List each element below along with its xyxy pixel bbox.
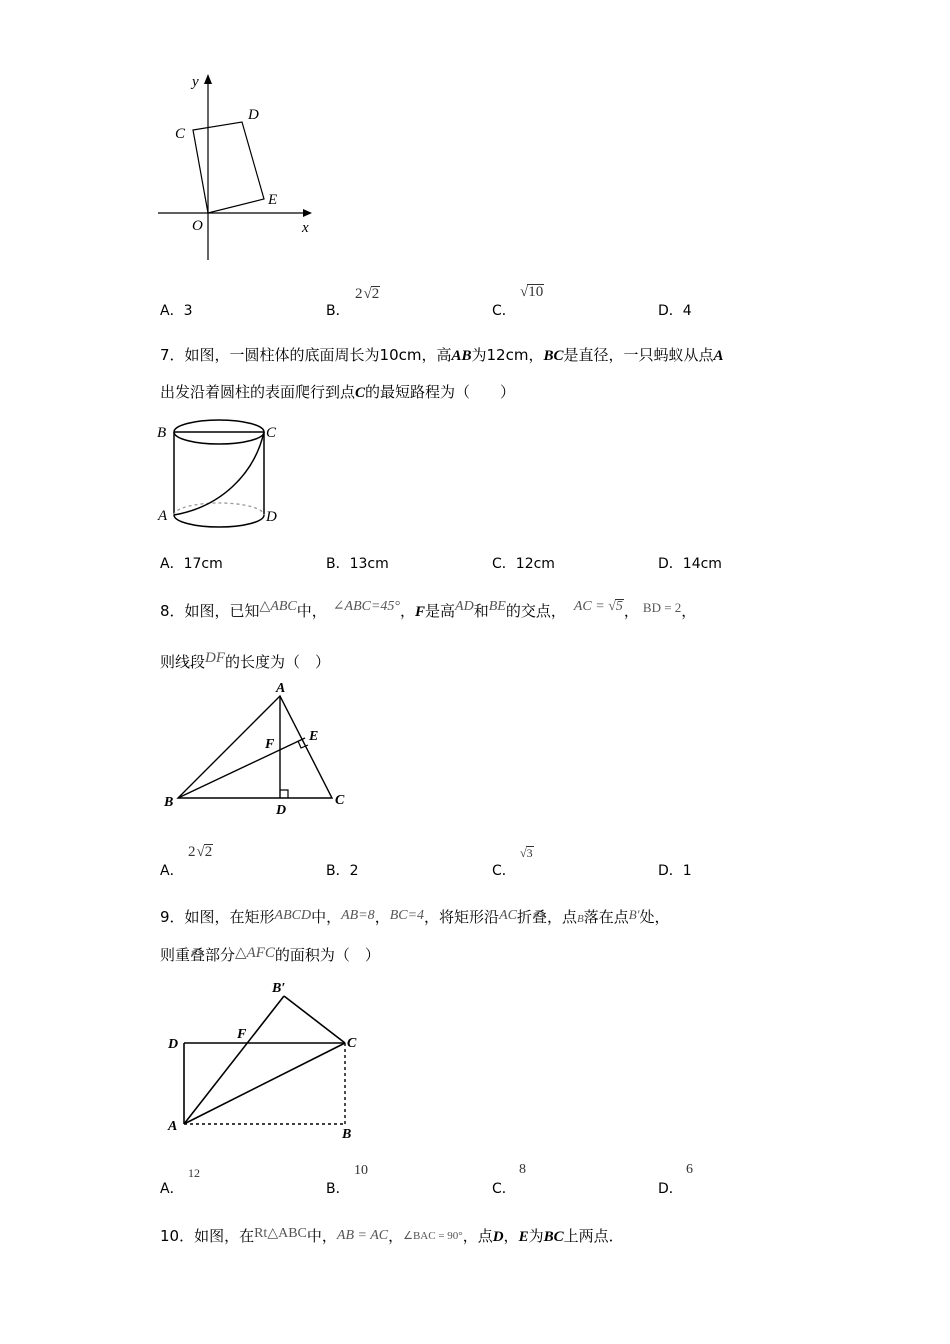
q7-option-b[interactable] bbox=[326, 553, 389, 573]
q10-triangle: Rt△ABC bbox=[254, 1226, 307, 1241]
label-F: F bbox=[237, 1027, 247, 1042]
q8-text: 8．如图，已知 bbox=[160, 602, 260, 620]
q7-option-d[interactable] bbox=[658, 553, 722, 573]
q7-point-c: C bbox=[355, 385, 366, 401]
q8-option-d[interactable] bbox=[658, 860, 692, 880]
q8-option-a-math: 2√2 bbox=[188, 844, 213, 860]
q8-ac-expression: AC = √5 bbox=[573, 599, 623, 614]
q7-text: 7．如图，一圆柱体的底面周长为10cm，高 bbox=[160, 346, 452, 364]
label-C: C bbox=[175, 126, 186, 142]
q9-option-a[interactable] bbox=[160, 1178, 184, 1198]
q8-option-c-math: √3 bbox=[520, 846, 533, 860]
q8-text: 是高 bbox=[425, 602, 456, 620]
option-label: D． bbox=[658, 556, 683, 572]
figure-q7-cylinder bbox=[150, 415, 290, 535]
q9-text: 则重叠部分 bbox=[160, 946, 236, 964]
q9-option-c-value: 8 bbox=[519, 1162, 526, 1177]
q9-option-d-value: 6 bbox=[686, 1162, 693, 1177]
option-label: A． bbox=[160, 863, 184, 879]
q9-diagonal-ac: AC bbox=[499, 908, 517, 923]
label-A: A bbox=[158, 508, 168, 524]
q8-text: 的交点， bbox=[505, 602, 566, 620]
q10-point-e: E bbox=[518, 1229, 529, 1245]
q8-text: 则线段 bbox=[160, 653, 206, 671]
q9-question-line1 bbox=[160, 906, 670, 927]
option-label: C． bbox=[492, 863, 516, 879]
radicand: 3 bbox=[526, 846, 533, 860]
label-D: D bbox=[266, 509, 277, 525]
q8-option-b[interactable] bbox=[326, 860, 359, 880]
label-A: A bbox=[168, 1119, 178, 1134]
option-value: 12cm bbox=[515, 556, 555, 572]
figure-q9-folded-rectangle bbox=[158, 972, 373, 1147]
q10-text: ， bbox=[503, 1227, 519, 1245]
option-label: B． bbox=[326, 303, 350, 319]
q7-segment-bc: BC bbox=[543, 348, 564, 364]
label-E: E bbox=[309, 729, 319, 744]
radicand: 5 bbox=[615, 599, 623, 614]
q10-text: ，点 bbox=[462, 1227, 493, 1245]
q9-text: 处， bbox=[639, 908, 670, 926]
q7-segment-ab: AB bbox=[451, 348, 472, 364]
option-value: 1 bbox=[682, 863, 692, 879]
q7-point-a: A bbox=[713, 348, 724, 364]
q8-segment-df: DF bbox=[205, 650, 226, 666]
q9-point-b: B bbox=[576, 913, 584, 925]
q8-text: ， bbox=[400, 602, 416, 620]
q10-text: 中， bbox=[306, 1227, 337, 1245]
x-axis-arrow bbox=[303, 209, 312, 217]
q8-text: ， bbox=[681, 602, 697, 620]
q9-text: ， bbox=[374, 908, 390, 926]
q6-option-d[interactable] bbox=[658, 300, 692, 320]
q9-triangle-afc: △AFC bbox=[235, 945, 275, 961]
option-label: D． bbox=[658, 303, 683, 319]
q8-text: 和 bbox=[473, 602, 489, 620]
q9-text: ，将矩形沿 bbox=[424, 908, 500, 926]
q8-point-f: F bbox=[415, 604, 426, 620]
q10-text: ， bbox=[388, 1227, 404, 1245]
q6-option-c-math: √10 bbox=[520, 284, 544, 300]
option-label: B． bbox=[326, 1181, 350, 1197]
coefficient: 2 bbox=[188, 844, 196, 860]
q9-option-a-value: 12 bbox=[188, 1166, 200, 1180]
label-D: D bbox=[276, 803, 287, 818]
option-value: 14cm bbox=[682, 556, 722, 572]
q6-option-b-math: 2√2 bbox=[355, 286, 380, 302]
q9-option-b[interactable] bbox=[326, 1178, 350, 1198]
q6-option-b[interactable] bbox=[326, 300, 350, 320]
triangle-abc bbox=[178, 696, 332, 798]
q10-ab-equals-ac: AB = AC bbox=[336, 1228, 389, 1243]
q7-text: 出发沿着圆柱的表面爬行到点 bbox=[160, 383, 356, 401]
radicand: 2 bbox=[371, 286, 380, 302]
option-value: 17cm bbox=[183, 556, 223, 572]
q9-question-line2 bbox=[160, 944, 380, 965]
option-label: C． bbox=[492, 303, 516, 319]
label-C: C bbox=[335, 793, 345, 808]
figure-q8-triangle bbox=[155, 678, 365, 818]
q9-text: 折叠，点 bbox=[516, 908, 577, 926]
option-value: 4 bbox=[682, 303, 692, 319]
right-angle-mark-d bbox=[280, 790, 288, 798]
fold-bprime-c bbox=[284, 996, 345, 1043]
option-value: 13cm bbox=[349, 556, 389, 572]
label-F: F bbox=[265, 737, 275, 752]
label-C: C bbox=[347, 1036, 357, 1051]
radicand: 2 bbox=[204, 844, 213, 860]
q9-option-c[interactable] bbox=[492, 1178, 516, 1198]
option-label: C． bbox=[492, 556, 516, 572]
q9-text: 中， bbox=[311, 908, 342, 926]
label-D: D bbox=[168, 1037, 179, 1052]
cylinder-bottom-back bbox=[174, 503, 264, 515]
q9-point-bprime: B′ bbox=[628, 907, 640, 922]
option-label: A． bbox=[160, 1181, 184, 1197]
q6-option-a[interactable] bbox=[160, 300, 193, 320]
option-value: 2 bbox=[349, 863, 359, 879]
label-D: D bbox=[248, 107, 259, 123]
q8-question-line2 bbox=[160, 651, 330, 672]
option-label: C． bbox=[492, 1181, 516, 1197]
q10-point-d: D bbox=[492, 1229, 504, 1245]
q9-text: 9．如图，在矩形 bbox=[160, 908, 275, 926]
q8-altitude-be: BE bbox=[488, 599, 506, 614]
fold-a-bprime bbox=[184, 996, 284, 1124]
option-label: B． bbox=[326, 556, 350, 572]
y-axis-arrow bbox=[204, 74, 212, 84]
q9-rectangle-abcd: ABCD bbox=[274, 908, 312, 923]
label-B: B bbox=[164, 795, 174, 810]
q9-ab-value: AB=8 bbox=[341, 908, 375, 923]
coefficient: 2 bbox=[355, 286, 363, 302]
label-C: C bbox=[266, 425, 277, 441]
q7-question-line1 bbox=[160, 344, 724, 365]
option-label: A． bbox=[160, 303, 184, 319]
option-label: D． bbox=[658, 1181, 683, 1197]
q8-text: 的长度为（ ） bbox=[225, 653, 331, 671]
label-E: E bbox=[268, 192, 278, 208]
rectangle-ocde bbox=[193, 122, 264, 213]
q7-option-a[interactable] bbox=[160, 553, 223, 573]
q8-text: 中， bbox=[296, 602, 327, 620]
q8-angle: ∠ABC=45° bbox=[332, 599, 400, 614]
altitude-be bbox=[178, 738, 305, 798]
q8-option-c[interactable] bbox=[492, 860, 516, 880]
label-O: O bbox=[192, 218, 203, 234]
option-label: D． bbox=[658, 863, 683, 879]
q8-altitude-ad: AD bbox=[455, 599, 474, 614]
q8-bd-expression: BD = 2 bbox=[642, 600, 682, 615]
q9-option-b-value: 10 bbox=[354, 1163, 368, 1178]
q8-option-a[interactable] bbox=[160, 860, 184, 880]
q9-text: 的面积为（ ） bbox=[274, 946, 380, 964]
option-label: B． bbox=[326, 863, 350, 879]
label-B: B bbox=[157, 425, 167, 441]
q7-text: 为12cm， bbox=[471, 346, 544, 364]
diagonal-ac bbox=[184, 1043, 345, 1124]
q9-text: 落在点 bbox=[583, 908, 629, 926]
q10-segment-bc: BC bbox=[543, 1229, 564, 1245]
option-value: 3 bbox=[183, 303, 193, 319]
radicand: 10 bbox=[528, 284, 544, 300]
q9-bc-value: BC=4 bbox=[389, 908, 425, 923]
q8-text: ， bbox=[623, 602, 639, 620]
q10-text: 上两点． bbox=[563, 1227, 624, 1245]
label-x: x bbox=[302, 220, 309, 236]
q7-option-c[interactable] bbox=[492, 553, 555, 573]
q10-question-line1 bbox=[160, 1225, 624, 1246]
label-A: A bbox=[276, 681, 286, 696]
label-B: B bbox=[342, 1127, 352, 1142]
q7-question-line2 bbox=[160, 381, 515, 402]
option-label: A． bbox=[160, 556, 184, 572]
label-y: y bbox=[192, 74, 199, 90]
q8-question-line1 bbox=[160, 600, 696, 621]
q6-option-c[interactable] bbox=[492, 300, 516, 320]
q10-angle-bac: ∠BAC = 90° bbox=[403, 1230, 463, 1242]
label-Bprime: B′ bbox=[272, 981, 286, 996]
figure-q6-coordinate-diagram bbox=[150, 70, 330, 270]
q9-option-d[interactable] bbox=[658, 1178, 683, 1198]
q7-text: 是直径，一只蚂蚁从点 bbox=[563, 346, 714, 364]
cylinder-bottom-front bbox=[174, 515, 264, 527]
q10-text: 为 bbox=[528, 1227, 544, 1245]
q10-text: 10．如图，在 bbox=[160, 1227, 255, 1245]
q8-triangle-abc: △ABC bbox=[259, 599, 297, 614]
q7-text: 的最短路程为（ ） bbox=[365, 383, 516, 401]
ac-lhs: AC = bbox=[573, 599, 605, 614]
